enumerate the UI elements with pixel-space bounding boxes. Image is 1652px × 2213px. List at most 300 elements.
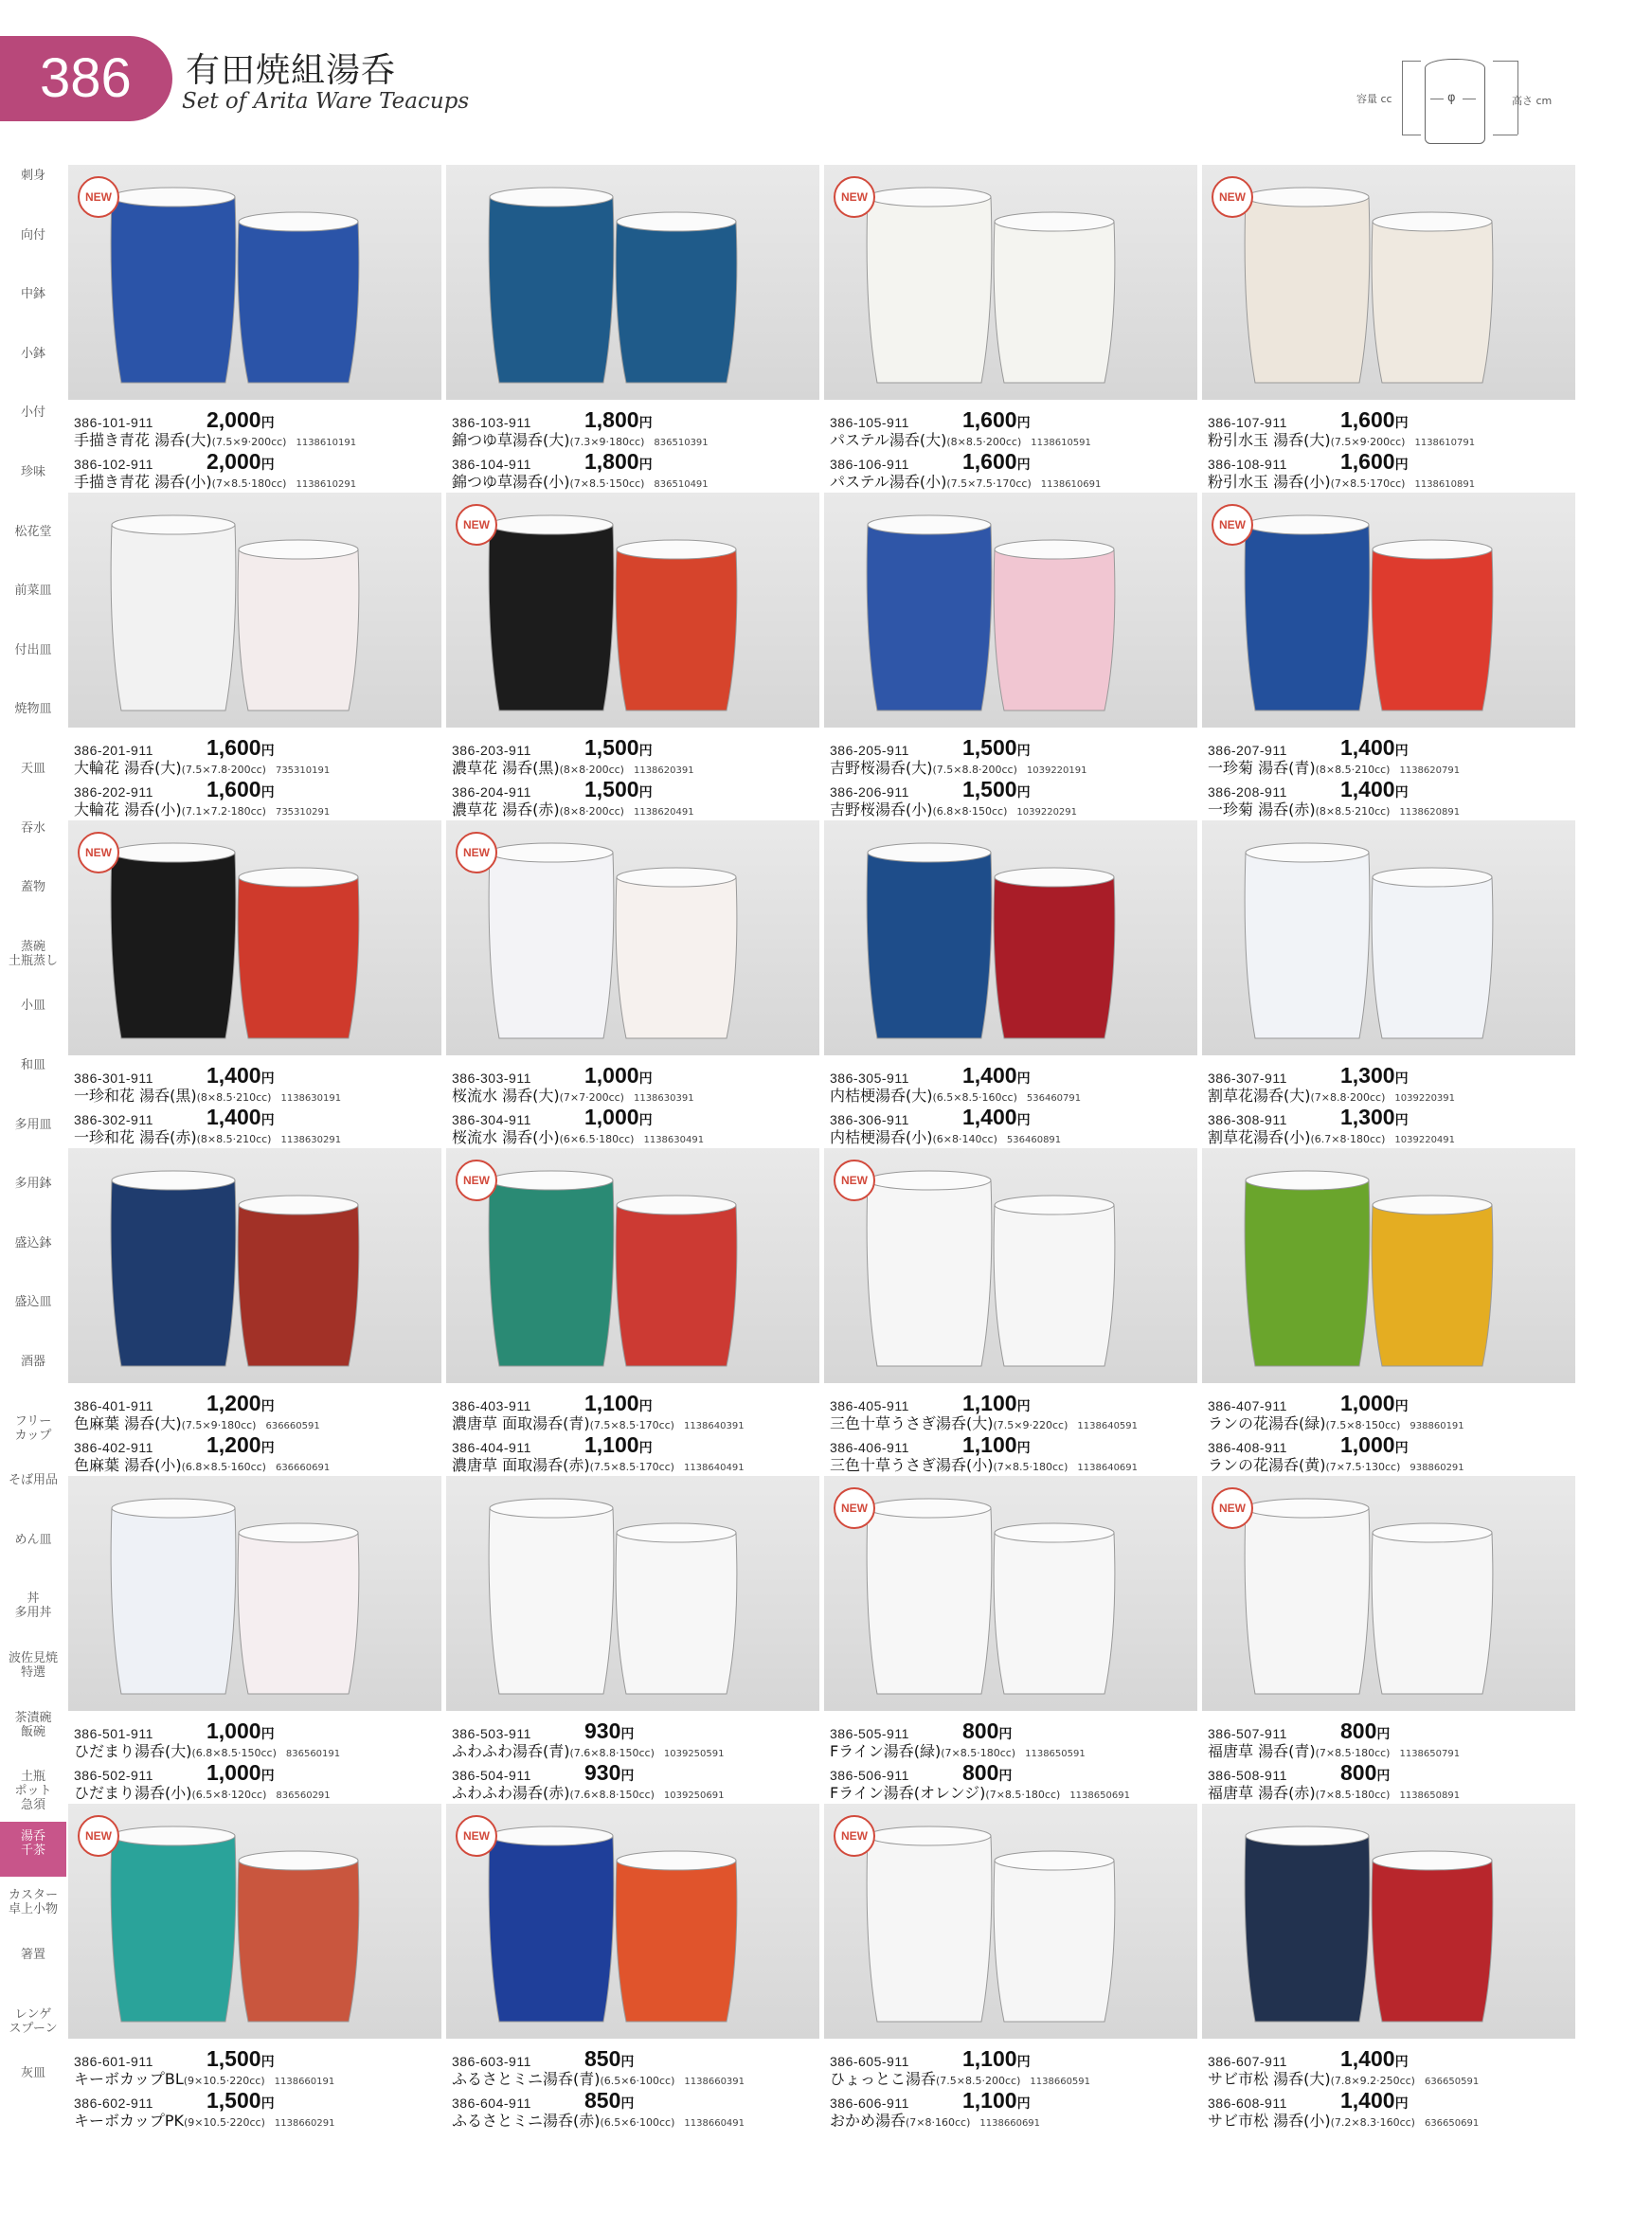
- product-code: 386-403-911: [452, 1398, 531, 1413]
- product-name: 大輪花 湯呑(大)(7.5×7.8·200cc) 735310191: [74, 759, 331, 777]
- product-jan: 1138640591: [1077, 1421, 1139, 1431]
- sidebar-item[interactable]: 多用鉢: [14, 1177, 52, 1192]
- product-name: Fライン湯呑(緑)(7×8.5·180cc) 1138650591: [830, 1742, 1086, 1760]
- product-price: 1,300円: [1340, 1063, 1409, 1088]
- teacup-pair-image: [68, 165, 441, 400]
- product-photo: [824, 820, 1197, 1055]
- product-jan: 1138660691: [979, 2118, 1041, 2129]
- sidebar-item[interactable]: めん皿: [14, 1532, 52, 1547]
- product-code: 386-204-911: [452, 784, 531, 800]
- product-photo: [1202, 493, 1575, 728]
- yen-unit: 円: [1394, 457, 1409, 472]
- sidebar-item[interactable]: そば用品: [8, 1473, 58, 1488]
- yen-unit: 円: [620, 1726, 635, 1741]
- product-card[interactable]: [68, 1476, 441, 1802]
- product-photo: [824, 1148, 1197, 1383]
- new-badge: NEW: [834, 1160, 875, 1201]
- product-spec: (7.5×8.5·170cc): [589, 1461, 674, 1473]
- product-spec: (7.5×9·200cc): [211, 436, 287, 448]
- product-price: 1,400円: [1340, 2046, 1409, 2071]
- product-price: 1,000円: [1340, 1432, 1409, 1457]
- new-badge: NEW: [1212, 1487, 1253, 1529]
- sidebar-item[interactable]: 蒸碗 土瓶蒸し: [8, 939, 58, 968]
- yen-unit: 円: [1016, 1071, 1031, 1086]
- product-price: 1,400円: [1340, 2088, 1409, 2113]
- new-badge: NEW: [834, 1487, 875, 1529]
- product-jan: 1138610291: [296, 479, 357, 490]
- product-jan: 1138610691: [1040, 479, 1102, 490]
- new-badge: NEW: [78, 176, 119, 218]
- new-badge: NEW: [78, 832, 119, 873]
- product-jan: 536460791: [1026, 1093, 1082, 1104]
- product-jan: 1039220291: [1016, 807, 1078, 818]
- product-photo: [446, 1476, 819, 1711]
- yen-unit: 円: [1016, 1112, 1031, 1127]
- product-price: 2,000円: [206, 407, 275, 432]
- product-spec: (7.5×7.8·200cc): [181, 764, 266, 776]
- product-jan: 1138620491: [633, 807, 694, 818]
- new-badge: NEW: [1212, 176, 1253, 218]
- product-spec: (7.1×7.2·180cc): [181, 805, 266, 818]
- teacup-pair-image: [446, 1804, 819, 2039]
- product-code: 386-504-911: [452, 1768, 531, 1783]
- sidebar-item[interactable]: 蓋物: [20, 880, 45, 895]
- product-jan: 1039220391: [1394, 1093, 1456, 1104]
- sidebar-item[interactable]: 珍味: [20, 465, 45, 479]
- product-name: 三色十草うさぎ湯呑(小)(7×8.5·180cc) 1138640691: [830, 1456, 1139, 1474]
- product-card[interactable]: [446, 1804, 819, 2130]
- product-spec: (7×8.5·180cc): [1315, 1789, 1391, 1801]
- product-jan: 1138640391: [683, 1421, 745, 1431]
- product-photo: [68, 1148, 441, 1383]
- product-name: キーボカップBL(9×10.5·220cc) 1138660191: [74, 2070, 335, 2088]
- product-photo: [824, 1476, 1197, 1711]
- product-photo: [68, 1476, 441, 1711]
- product-name: おかめ湯呑(7×8·160cc) 1138660691: [830, 2112, 1041, 2130]
- teacup-pair-image: [68, 493, 441, 728]
- product-name: 濃草花 湯呑(赤)(8×8·200cc) 1138620491: [452, 801, 694, 819]
- product-code: 386-604-911: [452, 2096, 531, 2111]
- product-price: 930円: [584, 1760, 635, 1785]
- yen-unit: 円: [638, 1112, 653, 1127]
- product-jan: 1039220191: [1026, 765, 1087, 776]
- product-jan: 1138620791: [1399, 765, 1461, 776]
- product-name: 色麻葉 湯呑(小)(6.8×8.5·160cc) 636660691: [74, 1456, 331, 1474]
- product-spec: (6.5×8·120cc): [191, 1789, 267, 1801]
- sidebar-item[interactable]: 吞水: [20, 820, 45, 836]
- product-spec: (7.5×8·150cc): [1325, 1419, 1401, 1431]
- product-jan: 1138660191: [274, 2077, 335, 2087]
- product-code: 386-606-911: [830, 2096, 909, 2111]
- product-price: 850円: [584, 2046, 635, 2071]
- product-name: 桜流水 湯呑(小)(6×6.5·180cc) 1138630491: [452, 1128, 705, 1146]
- product-code: 386-608-911: [1208, 2096, 1287, 2111]
- yen-unit: 円: [1016, 1398, 1031, 1413]
- product-card[interactable]: [68, 1804, 441, 2130]
- sidebar-item[interactable]: 茶漬碗 飯碗: [14, 1710, 52, 1739]
- yen-unit: 円: [260, 1071, 275, 1086]
- product-price: 1,500円: [962, 735, 1031, 760]
- product-spec: (7.5×9·200cc): [1330, 436, 1406, 448]
- legend-diameter: φ: [1447, 91, 1456, 105]
- product-spec: (7×7.5·130cc): [1325, 1461, 1401, 1473]
- product-code: 386-501-911: [74, 1726, 153, 1741]
- product-code: 386-105-911: [830, 415, 909, 430]
- product-name: 濃草花 湯呑(黒)(8×8·200cc) 1138620391: [452, 759, 694, 777]
- new-badge: NEW: [456, 504, 497, 546]
- product-price: 1,600円: [206, 777, 275, 801]
- sidebar-item[interactable]: 刺身: [20, 169, 45, 183]
- product-code: 386-407-911: [1208, 1398, 1287, 1413]
- teacup-pair-image: [824, 1804, 1197, 2039]
- sidebar-item[interactable]: 湯呑 千茶: [0, 1822, 66, 1877]
- product-card[interactable]: [1202, 1476, 1575, 1802]
- product-spec: (7.5×8.5·170cc): [589, 1419, 674, 1431]
- product-spec: (7×8.5·180cc): [211, 477, 287, 490]
- product-name: 手描き青花 湯呑(大)(7.5×9·200cc) 1138610191: [74, 431, 357, 449]
- product-price: 930円: [584, 1718, 635, 1743]
- product-spec: (6.8×8.5·160cc): [181, 1461, 266, 1473]
- yen-unit: 円: [1016, 743, 1031, 758]
- product-spec: (7×8.5·180cc): [1315, 1747, 1391, 1759]
- yen-unit: 円: [1016, 457, 1031, 472]
- product-code: 386-507-911: [1208, 1726, 1287, 1741]
- product-name: 一珍和花 湯呑(赤)(8×8.5·210cc) 1138630291: [74, 1128, 342, 1146]
- product-code: 386-306-911: [830, 1112, 909, 1127]
- product-name: 錦つゆ草湯呑(小)(7×8.5·150cc) 836510491: [452, 473, 709, 491]
- product-price: 1,500円: [962, 777, 1031, 801]
- product-code: 386-607-911: [1208, 2054, 1287, 2069]
- sidebar-item[interactable]: フリー カップ: [14, 1413, 52, 1443]
- teacup-pair-image: [1202, 1148, 1575, 1383]
- product-jan: 1138610891: [1414, 479, 1476, 490]
- product-code: 386-404-911: [452, 1440, 531, 1455]
- new-badge: NEW: [78, 1815, 119, 1857]
- product-spec: (6.8×8.5·150cc): [191, 1747, 277, 1759]
- product-jan: 1138640491: [683, 1463, 745, 1473]
- teacup-pair-image: [446, 1148, 819, 1383]
- product-card[interactable]: [68, 165, 441, 491]
- yen-unit: 円: [1016, 1440, 1031, 1455]
- product-code: 386-502-911: [74, 1768, 153, 1783]
- product-jan: 1138630391: [633, 1093, 694, 1104]
- sidebar-item[interactable]: 前菜皿: [14, 584, 52, 599]
- product-spec: (7×8.8·200cc): [1310, 1091, 1386, 1104]
- product-name: 一珍菊 湯呑(赤)(8×8.5·210cc) 1138620891: [1208, 801, 1461, 819]
- yen-unit: 円: [1016, 2054, 1031, 2069]
- product-spec: (7.5×7.5·170cc): [946, 477, 1032, 490]
- product-card[interactable]: [446, 1148, 819, 1474]
- product-name: パステル湯呑(大)(8×8.5·200cc) 1138610591: [830, 431, 1091, 449]
- product-spec: (8×8.5·210cc): [1315, 764, 1391, 776]
- product-name: サビ市松 湯呑(大)(7.8×9.2·250cc) 636650591: [1208, 2070, 1480, 2088]
- sidebar-item[interactable]: 多用皿: [14, 1117, 52, 1132]
- product-code: 386-506-911: [830, 1768, 909, 1783]
- product-jan: 1138640691: [1077, 1463, 1139, 1473]
- product-code: 386-207-911: [1208, 743, 1287, 758]
- yen-unit: 円: [1394, 784, 1409, 800]
- product-spec: (7.5×9·180cc): [181, 1419, 257, 1431]
- product-spec: (6.5×6·100cc): [600, 2075, 675, 2087]
- yen-unit: 円: [260, 784, 275, 800]
- product-name: 割草花湯呑(大)(7×8.8·200cc) 1039220391: [1208, 1087, 1456, 1105]
- sidebar-item[interactable]: 小付: [20, 405, 45, 421]
- product-price: 1,500円: [206, 2046, 275, 2071]
- product-price: 1,100円: [962, 1432, 1031, 1457]
- product-code: 386-203-911: [452, 743, 531, 758]
- product-photo: [68, 820, 441, 1055]
- product-card[interactable]: [824, 493, 1197, 819]
- product-card[interactable]: [68, 493, 441, 819]
- product-jan: 1138630291: [280, 1135, 342, 1145]
- yen-unit: 円: [620, 1768, 635, 1783]
- product-price: 1,500円: [584, 735, 653, 760]
- product-price: 1,100円: [584, 1432, 653, 1457]
- product-photo: [446, 493, 819, 728]
- product-spec: (8×8.5·210cc): [1315, 805, 1391, 818]
- sidebar-item[interactable]: レンゲ スプーン: [9, 2006, 58, 2036]
- product-name: 内桔梗湯呑(大)(6.5×8.5·160cc) 536460791: [830, 1087, 1082, 1105]
- product-photo: [446, 1804, 819, 2039]
- sidebar-item[interactable]: 中鉢: [20, 287, 45, 302]
- product-name: 錦つゆ草湯呑(大)(7.3×9·180cc) 836510391: [452, 431, 709, 449]
- product-code: 386-206-911: [830, 784, 909, 800]
- product-photo: [824, 1804, 1197, 2039]
- product-name: 桜流水 湯呑(大)(7×7·200cc) 1138630391: [452, 1087, 694, 1105]
- product-spec: (8×8.5·200cc): [946, 436, 1022, 448]
- product-price: 1,400円: [962, 1105, 1031, 1129]
- new-badge: NEW: [456, 1815, 497, 1857]
- product-price: 1,000円: [206, 1760, 275, 1785]
- product-price: 1,000円: [584, 1063, 653, 1088]
- product-code: 386-301-911: [74, 1071, 153, 1086]
- product-jan: 1138650691: [1069, 1790, 1130, 1801]
- yen-unit: 円: [998, 1726, 1013, 1741]
- product-spec: (7.8×9.2·250cc): [1330, 2075, 1415, 2087]
- product-name: ひだまり湯呑(小)(6.5×8·120cc) 836560291: [74, 1784, 331, 1802]
- product-code: 386-401-911: [74, 1398, 153, 1413]
- product-card[interactable]: [824, 165, 1197, 491]
- product-name: ランの花湯呑(黄)(7×7.5·130cc) 938860291: [1208, 1456, 1464, 1474]
- product-spec: (7.6×8.8·150cc): [569, 1747, 655, 1759]
- sidebar-item[interactable]: 土瓶 ポット 急須: [14, 1770, 52, 1813]
- yen-unit: 円: [1394, 2096, 1409, 2111]
- yen-unit: 円: [620, 2054, 635, 2069]
- sidebar-item[interactable]: 向付: [20, 227, 45, 243]
- product-code: 386-503-911: [452, 1726, 531, 1741]
- teacup-pair-image: [446, 820, 819, 1055]
- teacup-pair-image: [1202, 820, 1575, 1055]
- product-code: 386-402-911: [74, 1440, 153, 1455]
- product-name: ひだまり湯呑(大)(6.8×8.5·150cc) 836560191: [74, 1742, 341, 1760]
- product-card[interactable]: [1202, 1804, 1575, 2130]
- product-code: 386-405-911: [830, 1398, 909, 1413]
- sidebar-item[interactable]: 盛込鉢: [14, 1235, 52, 1250]
- sidebar-item[interactable]: 酒器: [20, 1355, 45, 1369]
- product-name: ランの花湯呑(緑)(7.5×8·150cc) 938860191: [1208, 1414, 1464, 1432]
- teacup-pair-image: [68, 820, 441, 1055]
- product-name: 福唐草 湯呑(赤)(7×8.5·180cc) 1138650891: [1208, 1784, 1461, 1802]
- dimension-legend: [1338, 47, 1565, 152]
- product-price: 1,400円: [962, 1063, 1031, 1088]
- yen-unit: 円: [1394, 743, 1409, 758]
- legend-height: 高さ cm: [1512, 95, 1553, 107]
- product-spec: (6×6.5·180cc): [559, 1133, 635, 1145]
- product-price: 1,000円: [206, 1718, 275, 1743]
- product-spec: (7.5×8.5·200cc): [936, 2075, 1021, 2087]
- product-price: 1,300円: [1340, 1105, 1409, 1129]
- product-spec: (6.5×8.5·160cc): [932, 1091, 1017, 1104]
- product-card[interactable]: [446, 493, 819, 819]
- product-photo: [1202, 1476, 1575, 1711]
- sidebar-item[interactable]: カスター 卓上小物: [8, 1888, 58, 1917]
- product-spec: (8×8·200cc): [559, 805, 624, 818]
- teacup-pair-image: [68, 1148, 441, 1383]
- product-jan: 1039220491: [1394, 1135, 1456, 1145]
- yen-unit: 円: [1394, 1440, 1409, 1455]
- product-spec: (7×8.5·180cc): [941, 1747, 1016, 1759]
- product-card[interactable]: [446, 165, 819, 491]
- new-badge: NEW: [834, 1815, 875, 1857]
- yen-unit: 円: [998, 1768, 1013, 1783]
- product-jan: 836560291: [276, 1790, 331, 1801]
- product-name: 吉野桜湯呑(大)(7.5×8.8·200cc) 1039220191: [830, 759, 1087, 777]
- sidebar-item[interactable]: 盛込皿: [14, 1295, 52, 1310]
- sidebar-item[interactable]: 松花堂: [14, 524, 52, 539]
- yen-unit: 円: [638, 784, 653, 800]
- product-jan: 1138650791: [1399, 1749, 1461, 1759]
- product-card[interactable]: [1202, 820, 1575, 1146]
- product-spec: (7×8.5·180cc): [985, 1789, 1061, 1801]
- yen-unit: 円: [1376, 1768, 1391, 1783]
- yen-unit: 円: [260, 743, 275, 758]
- sidebar-item[interactable]: 小鉢: [20, 346, 45, 361]
- product-code: 386-408-911: [1208, 1440, 1287, 1455]
- product-spec: (8×8.5·210cc): [196, 1091, 272, 1104]
- yen-unit: 円: [638, 457, 653, 472]
- product-price: 1,100円: [962, 1391, 1031, 1415]
- product-card[interactable]: [824, 1476, 1197, 1802]
- product-code: 386-307-911: [1208, 1071, 1287, 1086]
- product-price: 800円: [962, 1760, 1013, 1785]
- product-code: 386-205-911: [830, 743, 909, 758]
- teacup-pair-image: [446, 1476, 819, 1711]
- product-jan: 938860291: [1410, 1463, 1464, 1473]
- product-price: 1,600円: [962, 449, 1031, 474]
- product-price: 800円: [962, 1718, 1013, 1743]
- teacup-pair-image: [68, 1804, 441, 2039]
- product-price: 1,100円: [962, 2088, 1031, 2113]
- product-photo: [824, 165, 1197, 400]
- product-jan: 636650691: [1424, 2118, 1480, 2129]
- new-badge: NEW: [456, 1160, 497, 1201]
- sidebar-item[interactable]: 焼物皿: [14, 702, 52, 717]
- product-card[interactable]: [446, 820, 819, 1146]
- product-spec: (7×7·200cc): [559, 1091, 624, 1104]
- yen-unit: 円: [260, 1726, 275, 1741]
- product-card[interactable]: [824, 820, 1197, 1146]
- yen-unit: 円: [638, 1398, 653, 1413]
- product-spec: (7.5×8.8·200cc): [932, 764, 1017, 776]
- yen-unit: 円: [638, 1071, 653, 1086]
- product-card[interactable]: [68, 1148, 441, 1474]
- product-jan: 636660691: [275, 1463, 331, 1473]
- teacup-pair-image: [68, 1476, 441, 1711]
- product-price: 1,600円: [1340, 407, 1409, 432]
- new-badge: NEW: [834, 176, 875, 218]
- teacup-pair-image: [1202, 493, 1575, 728]
- product-name: 内桔梗湯呑(小)(6×8·140cc) 536460891: [830, 1128, 1062, 1146]
- product-code: 386-202-911: [74, 784, 153, 800]
- product-photo: [68, 493, 441, 728]
- product-card[interactable]: [1202, 165, 1575, 491]
- product-spec: (6.7×8·180cc): [1310, 1133, 1386, 1145]
- product-spec: (7.3×9·180cc): [569, 436, 645, 448]
- product-code: 386-601-911: [74, 2054, 153, 2069]
- product-card[interactable]: [1202, 493, 1575, 819]
- yen-unit: 円: [260, 2096, 275, 2111]
- product-card[interactable]: [446, 1476, 819, 1802]
- sidebar-item[interactable]: 和皿: [20, 1058, 45, 1072]
- product-spec: (7.2×8.3·160cc): [1330, 2116, 1415, 2129]
- product-name: 粉引水玉 湯呑(小)(7×8.5·170cc) 1138610891: [1208, 473, 1476, 491]
- new-badge: NEW: [1212, 504, 1253, 546]
- product-name: ふるさとミニ湯呑(赤)(6.5×6·100cc) 1138660491: [452, 2112, 745, 2130]
- yen-unit: 円: [638, 1440, 653, 1455]
- product-price: 1,800円: [584, 407, 653, 432]
- yen-unit: 円: [260, 1440, 275, 1455]
- product-jan: 836510391: [654, 438, 709, 448]
- sidebar-item[interactable]: 箸置: [20, 1948, 45, 1962]
- sidebar-item[interactable]: 天皿: [20, 762, 45, 776]
- teacup-pair-image: [446, 165, 819, 400]
- sidebar-item[interactable]: 丼 多用丼: [14, 1592, 52, 1621]
- product-jan: 1138630491: [643, 1135, 705, 1145]
- product-card[interactable]: [824, 1804, 1197, 2130]
- product-code: 386-406-911: [830, 1440, 909, 1455]
- product-code: 386-108-911: [1208, 457, 1287, 472]
- product-code: 386-508-911: [1208, 1768, 1287, 1783]
- product-card[interactable]: [1202, 1148, 1575, 1474]
- product-spec: (7×8.5·150cc): [569, 477, 645, 490]
- yen-unit: 円: [260, 2054, 275, 2069]
- product-code: 386-605-911: [830, 2054, 909, 2069]
- teacup-pair-image: [446, 493, 819, 728]
- product-name: 濃唐草 面取湯呑(青)(7.5×8.5·170cc) 1138640391: [452, 1414, 745, 1432]
- product-jan: 1138660291: [274, 2118, 335, 2129]
- product-price: 2,000円: [206, 449, 275, 474]
- product-code: 386-208-911: [1208, 784, 1287, 800]
- product-jan: 1138620391: [633, 765, 694, 776]
- sidebar-item[interactable]: 小皿: [20, 999, 45, 1014]
- yen-unit: 円: [638, 415, 653, 430]
- product-jan: 735310191: [275, 765, 331, 776]
- sidebar-item[interactable]: 波佐見焼 特選: [8, 1651, 58, 1680]
- teacup-pair-image: [824, 165, 1197, 400]
- sidebar-item[interactable]: 灰皿: [20, 2066, 45, 2081]
- product-price: 1,500円: [584, 777, 653, 801]
- product-card[interactable]: [68, 820, 441, 1146]
- product-name: 三色十草うさぎ湯呑(大)(7.5×9·220cc) 1138640591: [830, 1414, 1139, 1432]
- sidebar-item[interactable]: 付出皿: [14, 642, 52, 657]
- product-card[interactable]: [824, 1148, 1197, 1474]
- product-code: 386-106-911: [830, 457, 909, 472]
- product-jan: 1138650891: [1399, 1790, 1461, 1801]
- product-jan: 836560191: [285, 1749, 341, 1759]
- product-spec: (9×10.5·220cc): [183, 2075, 265, 2087]
- product-jan: 1138610791: [1414, 438, 1476, 448]
- product-jan: 636660591: [265, 1421, 320, 1431]
